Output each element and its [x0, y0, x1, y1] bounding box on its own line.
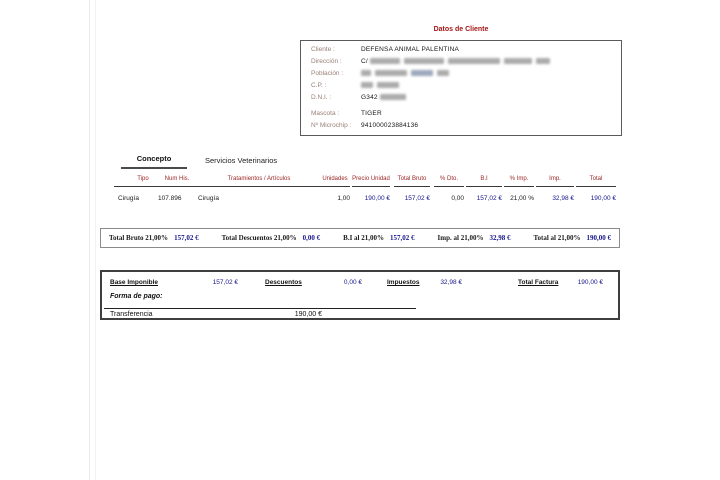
field-value: TIGER: [361, 110, 382, 117]
redacted-text: [411, 70, 433, 76]
client-field-dni: [301, 94, 621, 104]
column-header-total: Total: [576, 176, 616, 187]
cell-imp: 32,98 €: [552, 195, 574, 202]
totals-bar: [100, 228, 620, 248]
cell-precio-unidad: 190,00 €: [364, 195, 390, 202]
impuestos-value: 32,98 €: [440, 279, 462, 286]
column-header-imp: Imp.: [536, 176, 574, 187]
cell-total: 190,00 €: [590, 195, 616, 202]
total-label: Total Descuentos 21,00%: [221, 234, 297, 242]
client-field-poblacion: [301, 70, 621, 80]
redacted-text: [536, 58, 550, 64]
payment-method-label: Forma de pago:: [110, 293, 163, 300]
cell-bi: 157,02 €: [476, 195, 502, 202]
field-label: Nº Microchip :: [311, 122, 352, 129]
total-label: Total al 21,00%: [533, 234, 581, 242]
base-imponible-label: Base Imponible: [110, 279, 159, 286]
cell-pct-imp: 21,00 %: [510, 195, 534, 202]
redacted-text: [437, 70, 449, 76]
redacted-text: [404, 58, 444, 64]
field-value: DEFENSA ANIMAL PALENTINA: [361, 46, 459, 53]
field-label: Dirección :: [311, 58, 342, 65]
tab-servicios-veterinarios[interactable]: Servicios Veterinarios: [205, 156, 278, 165]
payment-amount-value: 190,00 €: [294, 311, 322, 318]
page-edge-line: [89, 0, 90, 480]
field-label: C.P. :: [311, 82, 327, 89]
field-label: Cliente :: [311, 46, 335, 53]
base-imponible-value: 157,02 €: [212, 279, 238, 286]
client-field-cliente: [301, 46, 621, 56]
cell-tratamientos: Cirugía: [198, 195, 219, 202]
descuentos-value: 0,00 €: [343, 279, 362, 286]
total-value: 32,98 €: [489, 234, 511, 242]
field-value: G342: [361, 94, 410, 102]
client-field-direccion: [301, 58, 621, 68]
column-header-total-bruto: Total Bruto: [394, 176, 430, 187]
bi-group: [343, 234, 414, 242]
client-field-microchip: [301, 122, 621, 132]
impuestos-label: Impuestos: [387, 279, 420, 286]
cell-unidades: 1,00: [337, 195, 350, 202]
total-label: Total Bruto 21,00%: [109, 234, 169, 242]
field-value: 941000023884136: [361, 122, 419, 129]
total-value: 0,00 €: [302, 234, 321, 242]
imp-group: [438, 234, 511, 242]
client-field-cp: [301, 82, 621, 92]
total-group: [534, 234, 612, 242]
column-header-bi: B.I: [466, 176, 502, 187]
total-factura-value: 190,00 €: [577, 279, 603, 286]
column-header-tipo: Tipo: [114, 176, 172, 187]
client-box-title: Datos de Cliente: [433, 26, 489, 33]
redacted-text: [377, 82, 399, 88]
field-value: [361, 82, 403, 90]
summary-box: [100, 270, 620, 320]
cell-num-his: 107.896: [158, 195, 182, 202]
field-label: Mascota :: [311, 110, 340, 117]
redacted-text: [448, 58, 500, 64]
client-info-box: [300, 40, 622, 136]
total-value: 157,02 €: [174, 234, 199, 242]
payment-divider-line: [104, 308, 416, 309]
field-value: C/: [361, 58, 554, 66]
page-edge-line: [95, 0, 96, 480]
column-header-pct-dto: % Dto.: [434, 176, 464, 187]
total-label: Imp. al 21,00%: [437, 234, 484, 242]
redacted-text: [380, 94, 406, 100]
total-descuentos-group: [222, 234, 321, 242]
redacted-text: [504, 58, 532, 64]
field-value: [361, 70, 453, 78]
tab-concepto[interactable]: Concepto: [121, 154, 187, 169]
payment-method-value: Transferencia: [110, 311, 153, 318]
column-header-num-his: Num His.: [156, 176, 198, 187]
client-field-mascota: [301, 110, 621, 120]
total-factura-label: Total Factura: [518, 279, 559, 286]
redacted-text: [361, 70, 371, 76]
field-label: Población :: [311, 70, 344, 77]
total-value: 157,02 €: [390, 234, 415, 242]
column-header-tratamientos: Tratamientos / Artículos: [198, 176, 320, 187]
cell-pct-dto: 0,00: [451, 195, 464, 202]
cell-tipo: Cirugía: [118, 195, 139, 202]
cell-total-bruto: 157,02 €: [404, 195, 430, 202]
field-label: D.N.I. :: [311, 94, 332, 101]
redacted-text: [370, 58, 400, 64]
redacted-text: [375, 70, 407, 76]
total-label: B.I al 21,00%: [343, 234, 384, 242]
descuentos-label: Descuentos: [265, 279, 302, 286]
redacted-text: [361, 82, 373, 88]
column-header-pct-imp: % Imp.: [504, 176, 534, 187]
total-bruto-group: [109, 234, 199, 242]
column-header-unidades: Unidades: [320, 176, 350, 187]
total-value: 190,00 €: [586, 234, 611, 242]
column-header-precio-unidad: Precio Unidad: [352, 176, 390, 187]
